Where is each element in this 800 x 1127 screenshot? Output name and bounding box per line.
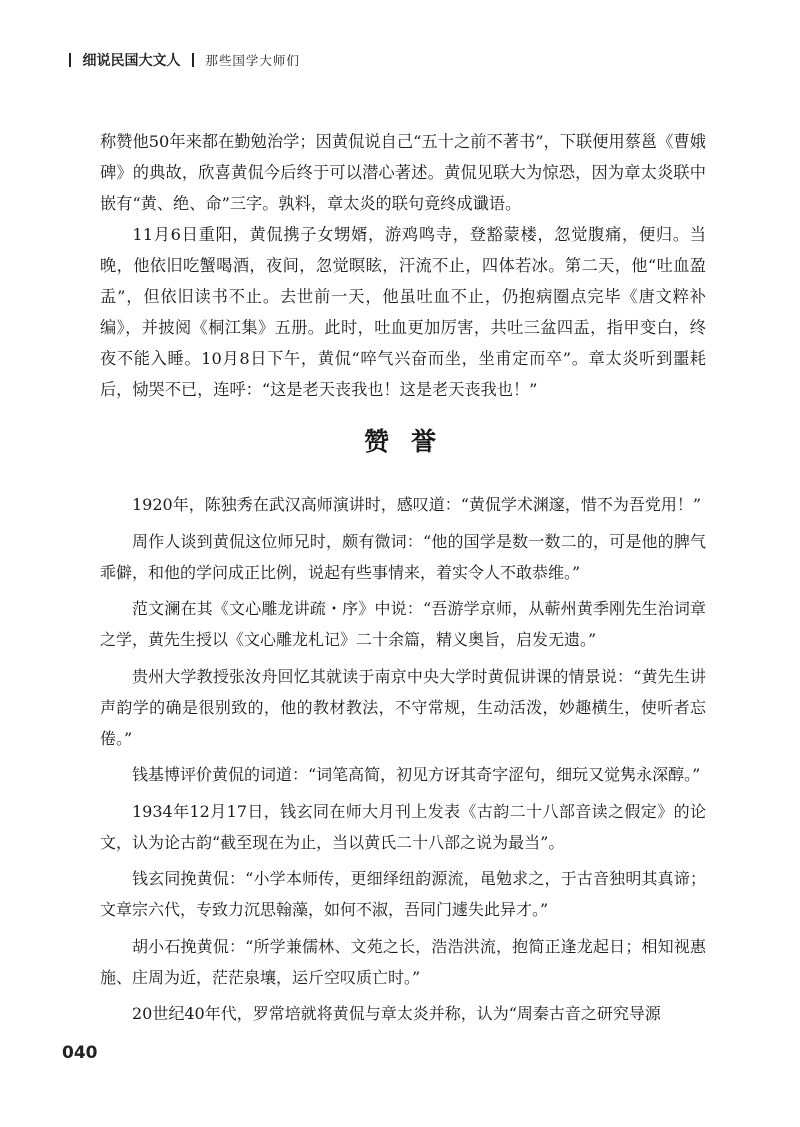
paragraph: 钱基博评价黄侃的词道：“词笔高简，初见方讶其奇字涩句，细玩又觉隽永深醇。” <box>132 765 701 784</box>
paragraph: 11月6日重阳，黄侃携子女甥婿，游鸡鸣寺，登豁蒙楼，忽觉腹痛，便归。当晚，他依旧吃蟹喝酒，夜间，忽觉暝眩，汗流不止，四体若冰。第二天，他“吐血盈盂”，但依旧读书不止。去世前一天，他虽吐血不止，仍抱病圈点完毕《唐文粹补编》，并披阅《桐江集》五册。此时，吐血更加厉害，共吐三盆四盂，指甲变白，终夜不能入睡。10月8日下午，黄侃“啐气兴奋而坐，坐甫定而卒”。章太炎听到噩耗后，恸哭不已，连呼：“这是老天丧我也！这是老天丧我也！” <box>100 225 706 399</box>
paragraph: 钱玄同挽黄侃：“小学本师传，更细绎纽韵源流，黾勉求之，于古音独明其真谛；文章宗六代，专致力沉思翰藻，如何不淑，吾同门遽失此异才。” <box>100 869 706 919</box>
paragraph: 称赞他50年来都在勤勉治学；因黄侃说自己“五十之前不著书”，下联便用蔡邕《曹娥碑》的典故，欣喜黄侃今后终于可以潜心著述。黄侃见联大为惊恐，因为章太炎联中嵌有“黄、绝、命”三字。孰料，章太炎的联句竟终成谶语。 <box>100 132 706 213</box>
paragraph: 周作人谈到黄侃这位师兄时，颇有微词：“他的国学是数一数二的，可是他的脾气乖僻，和他的学问成正比例，说起有些事情来，着实令人不敢恭维。” <box>100 531 706 582</box>
paragraph: 胡小石挽黄侃：“所学兼儒林、文苑之长，浩浩洪流，抱简正逢龙起日；相知视惠施、庄周为近，茫茫泉壤，运斤空叹质亡时。” <box>100 936 706 987</box>
running-head <box>62 52 300 70</box>
section-title: 赞誉 <box>363 427 458 456</box>
paragraph: 20世纪40年代，罗常培就将黄侃与章太炎并称，认为“周秦古音之研究导源 <box>132 1004 661 1023</box>
paragraph: 1920年，陈独秀在武汉高师演讲时，感叹道：“黄侃学术渊邃，惜不为吾党用！” <box>132 495 702 514</box>
section-text-block <box>100 489 706 1035</box>
chapter-title: 那些国学大师们 <box>205 53 300 68</box>
header-divider <box>69 53 71 67</box>
book-title: 细说民国大文人 <box>82 53 181 69</box>
page-number: 040 <box>62 1043 98 1063</box>
paragraph: 贵州大学教授张汝舟回忆其就读于南京中央大学时黄侃讲课的情景说：“黄先生讲声韵学的确是很别致的，他的教材教法，不守常规，生动活泼，妙趣横生，使听者忘倦。” <box>100 666 706 748</box>
paragraph: 范文澜在其《文心雕龙讲疏・序》中说：“吾游学京师，从蕲州黄季刚先生治词章之学，黄先生授以《文心雕龙札记》二十余篇，精义奥旨，启发无遗。” <box>100 599 706 649</box>
paragraph: 1934年12月17日，钱玄同在师大月刊上发表《古韵二十八部音读之假定》的论文，认为论古韵“截至现在为止，当以黄氏二十八部之说为最当”。 <box>100 801 706 852</box>
header-divider <box>192 53 194 67</box>
top-text-block <box>100 126 706 405</box>
